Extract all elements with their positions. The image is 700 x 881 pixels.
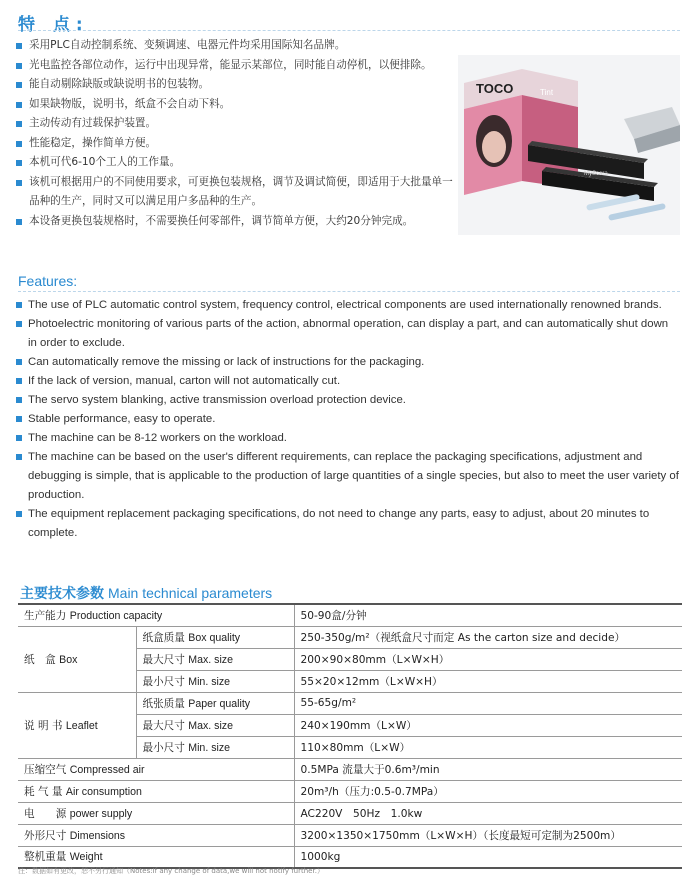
- features-en-item: [16, 448, 680, 505]
- features-cn-item-text: 如果缺物版，说明书，纸盒不会自动下料。: [29, 97, 231, 110]
- bullet-square-icon: [16, 359, 22, 365]
- param-value: 20m³/h（压力:0.5-0.7MPa）: [294, 780, 682, 802]
- features-en-list: [16, 296, 680, 543]
- features-cn-heading: 特 点:: [18, 15, 89, 35]
- param-label: 耗 气 量 Air consumption: [18, 780, 294, 802]
- bullet-square-icon: [16, 43, 22, 49]
- features-en-divider: [18, 291, 680, 292]
- params-heading-en: Main technical parameters: [108, 585, 273, 601]
- features-en-item-text: If the lack of version, manual, carton will not automatically cut.: [28, 375, 341, 387]
- features-cn-item: [16, 173, 454, 212]
- product-photo: [458, 55, 680, 235]
- features-en-item: [16, 353, 680, 372]
- param-label: 最小尺寸 Min. size: [136, 736, 294, 758]
- param-value: 250-350g/m²（视纸盒尺寸而定 As the carton size and decide）: [294, 626, 682, 648]
- param-label: 压缩空气 Compressed air: [18, 758, 294, 780]
- features-cn-item: [16, 212, 454, 232]
- param-label: 最大尺寸 Max. size: [136, 714, 294, 736]
- features-cn-item-text: 本机可代6-10个工人的工作量。: [29, 156, 181, 168]
- bullet-square-icon: [16, 511, 22, 517]
- param-value: 0.5MPa 流量大于0.6m³/min: [294, 758, 682, 780]
- params-row-leaflet-quality: [18, 692, 682, 714]
- features-cn-item: [16, 134, 454, 154]
- features-en-item-text: The machine can be 8-12 workers on the workload.: [28, 432, 287, 444]
- bullet-square-icon: [16, 160, 22, 166]
- carton-brand-text: TOCO: [476, 81, 514, 96]
- features-cn-item-text: 采用PLC自动控制系统、变频调速、电器元件均采用国际知名品牌。: [29, 39, 346, 51]
- features-en-item: [16, 296, 680, 315]
- param-value: AC220V 50Hz 1.0kw: [294, 802, 682, 824]
- bullet-square-icon: [16, 141, 22, 147]
- param-label: 最大尺寸 Max. size: [136, 648, 294, 670]
- features-en-item-text: Can automatically remove the missing or lack of instructions for the packaging.: [28, 356, 425, 368]
- features-en-item-text: The servo system blanking, active transmission overload protection device.: [28, 394, 406, 406]
- params-heading-cn: 主要技术参数: [20, 586, 104, 602]
- features-cn-item-text: 能自动剔除缺版或缺说明书的包装物。: [29, 78, 210, 90]
- features-en-item-text: Stable performance, easy to operate.: [28, 413, 216, 425]
- bullet-square-icon: [16, 63, 22, 69]
- param-value: 55-65g/m²: [294, 692, 682, 714]
- param-value: 200×90×80mm（L×W×H）: [294, 648, 682, 670]
- features-en-item: [16, 315, 680, 353]
- param-value: 50-90盒/分钟: [294, 604, 682, 626]
- bullet-square-icon: [16, 121, 22, 127]
- features-en-item: [16, 429, 680, 448]
- params-row-air-consumption: [18, 780, 682, 802]
- bullet-square-icon: [16, 454, 22, 460]
- param-value: 240×190mm（L×W）: [294, 714, 682, 736]
- params-row-air: [18, 758, 682, 780]
- bullet-square-icon: [16, 321, 22, 327]
- features-en-item-text: The use of PLC automatic control system, frequency control, electrical components are used internationally renowned brands.: [28, 299, 662, 311]
- param-value: 1000kg: [294, 846, 682, 868]
- params-row-box-quality: [18, 626, 682, 648]
- features-en-item-text: The machine can be based on the user's different requirements, can replace the packaging specifications, adjustment and debugging is simple, that is applicable to the production of large quantities of a single species, but also to meet the user variety of production.: [28, 451, 679, 501]
- param-label: 整机重量 Weight: [18, 846, 294, 868]
- pen-brand-text: MyScara: [584, 171, 608, 177]
- bullet-square-icon: [16, 102, 22, 108]
- features-cn-item-text: 主动传动有过载保护装置。: [29, 117, 157, 129]
- param-label: 纸盒质量 Box quality: [136, 626, 294, 648]
- bullet-square-icon: [16, 180, 22, 186]
- features-cn-item-text: 该机可根据用户的不同使用要求，可更换包装规格，调节及调试简便，即适用于大批量单一品种的生产，同时又可以满足用户多品种的生产。: [29, 175, 453, 207]
- bullet-square-icon: [16, 435, 22, 441]
- param-label: 纸张质量 Paper quality: [136, 692, 294, 714]
- features-en-item: [16, 391, 680, 410]
- param-value: 110×80mm（L×W）: [294, 736, 682, 758]
- features-cn-item: [16, 36, 454, 56]
- features-en-item: [16, 372, 680, 391]
- features-en-item: [16, 505, 680, 543]
- param-label: 电 源 power supply: [18, 802, 294, 824]
- param-label: 生产能力 Production capacity: [18, 604, 294, 626]
- params-row-power: [18, 802, 682, 824]
- bullet-square-icon: [16, 416, 22, 422]
- features-cn-item: [16, 56, 454, 76]
- params-row-weight: [18, 846, 682, 868]
- features-cn-item-text: 本设备更换包装规格时，不需要换任何零部件，调节简单方便，大约20分钟完成。: [29, 214, 414, 227]
- features-cn-item: [16, 114, 454, 134]
- product-photo-illustration: [458, 55, 680, 235]
- features-en-item-text: Photoelectric monitoring of various parts of the action, abnormal operation, can display a part, and can automatically shut down in order to exclude.: [28, 318, 669, 349]
- bullet-square-icon: [16, 302, 22, 308]
- param-label: 外形尺寸 Dimensions: [18, 824, 294, 846]
- bullet-square-icon: [16, 397, 22, 403]
- params-heading: [20, 583, 272, 603]
- features-cn-item-text: 光电监控各部位动作，运行中出现异常，能显示某部位，同时能自动停机，以便排除。: [29, 58, 432, 71]
- features-cn-divider: [18, 30, 680, 31]
- param-group-leaflet: 说 明 书 Leaflet: [18, 692, 136, 758]
- features-en-item: [16, 410, 680, 429]
- params-table: [18, 603, 682, 869]
- params-row-dimensions: [18, 824, 682, 846]
- params-row-capacity: [18, 604, 682, 626]
- features-cn-item-text: 性能稳定，操作简单方便。: [29, 136, 157, 149]
- features-cn-item: [16, 95, 454, 115]
- param-group-box: 纸 盒 Box: [18, 626, 136, 692]
- param-label: 最小尺寸 Min. size: [136, 670, 294, 692]
- features-en-item-text: The equipment replacement packaging specifications, do not need to change any parts, easy to adjust, about 20 minutes to complete.: [28, 508, 650, 539]
- features-cn-item: [16, 153, 454, 173]
- param-value: 55×20×12mm（L×W×H）: [294, 670, 682, 692]
- footnote: 注：数据如有更改，恕不另行通知（Notes:If any change of data,we will not notify further.）: [18, 867, 324, 875]
- carton-sub-text: Tint: [540, 88, 554, 97]
- bullet-square-icon: [16, 82, 22, 88]
- bullet-square-icon: [16, 378, 22, 384]
- param-value: 3200×1350×1750mm（L×W×H）（长度最短可定制为2500m）: [294, 824, 682, 846]
- features-cn-list: [16, 36, 454, 231]
- bullet-square-icon: [16, 219, 22, 225]
- features-en-heading: Features:: [18, 273, 78, 289]
- features-cn-item: [16, 75, 454, 95]
